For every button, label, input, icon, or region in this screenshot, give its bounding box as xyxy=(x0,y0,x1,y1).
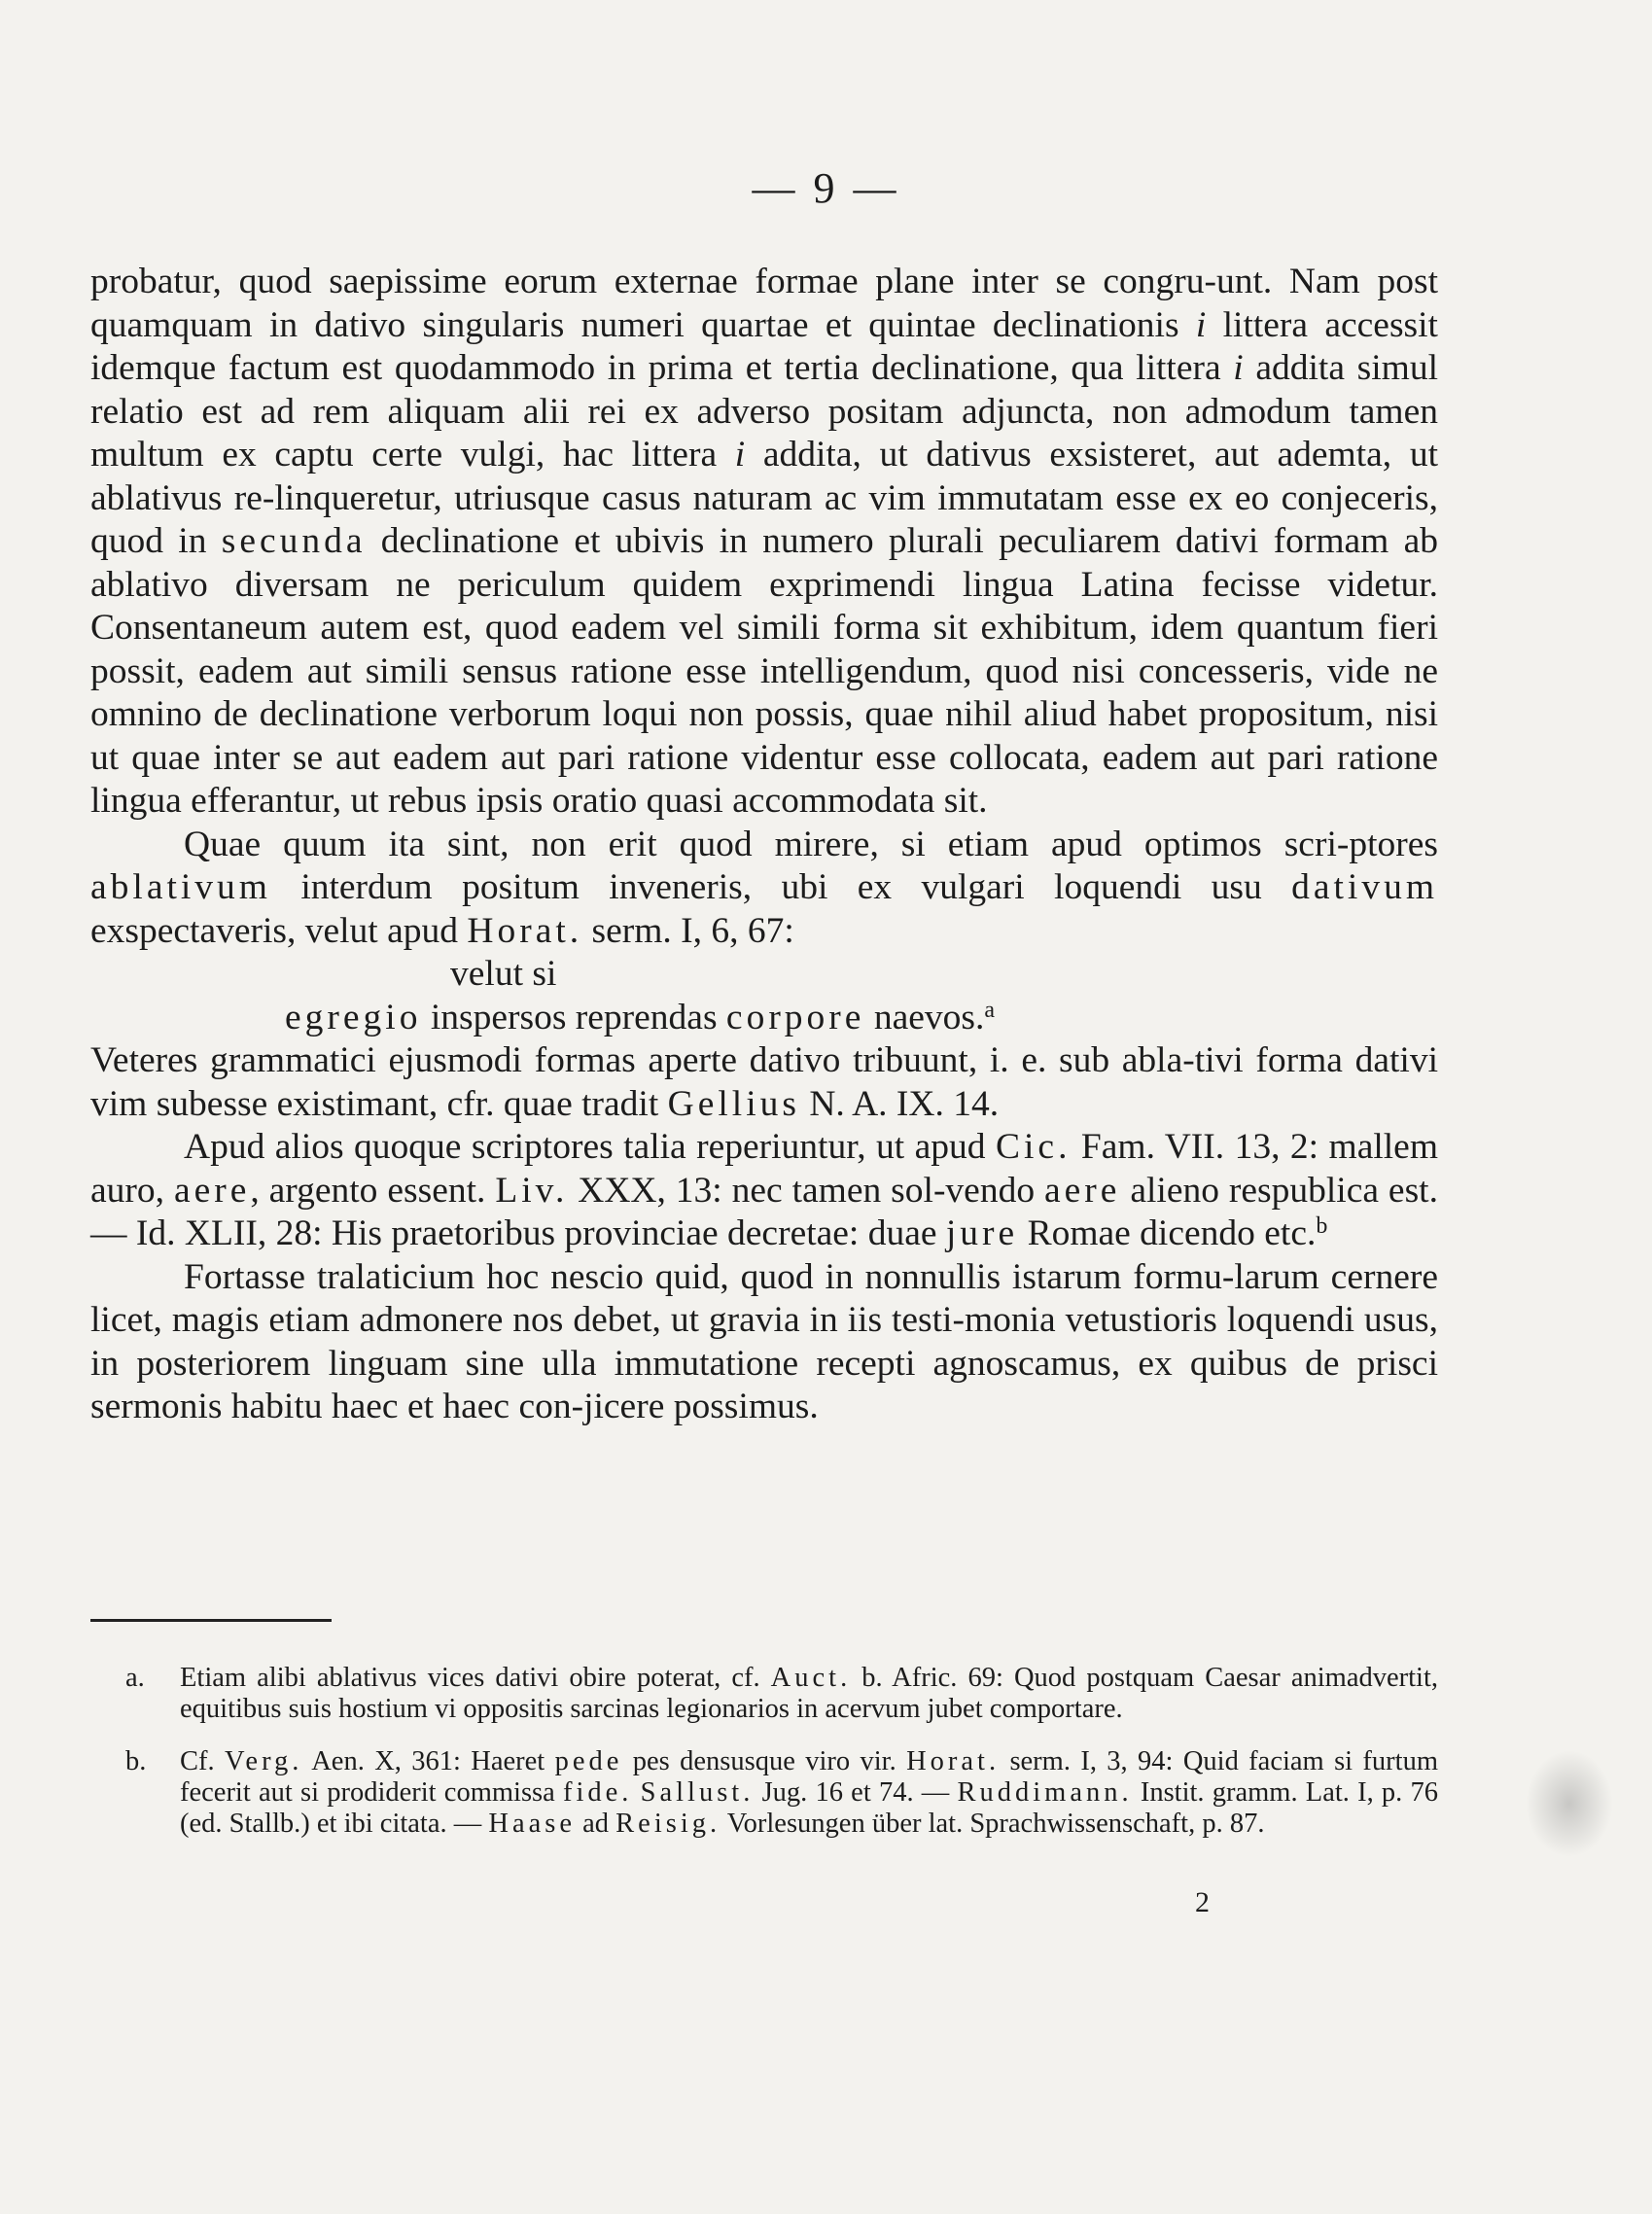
spaced-word: Horat. xyxy=(467,910,583,951)
footnote-b xyxy=(90,1746,1438,1840)
text-run: Veteres grammatici ejusmodi formas aperte dativo tribuunt, i. e. sub abla-tivi forma dativi vim subesse existimant, cfr. quae tradit xyxy=(90,1040,1438,1124)
text-run: Instit. gramm. Lat. I, p. 76 (ed. Stallb.) et ibi citata. — xyxy=(180,1777,1438,1839)
text-run: XXX, 13: nec tamen sol-vendo xyxy=(568,1170,1044,1211)
ink-smudge xyxy=(1526,1750,1613,1857)
footnote-divider xyxy=(90,1619,332,1622)
text-run: N. A. IX. 14. xyxy=(799,1083,1000,1124)
text-run: Aen. X, 361: Haeret xyxy=(302,1746,555,1776)
text-run: pes densusque viro vir. xyxy=(622,1746,907,1776)
footnotes xyxy=(90,1663,1438,1861)
spaced-word: aere xyxy=(173,1170,251,1211)
paragraph-5: Fortasse tralaticium hoc nescio quid, quod in nonnullis istarum formu-larum cernere licet, magis etiam admonere nos debet, ut gravia in iis testi-monia vetustioris loquendi usus, in posteriorem linguam sine ulla immutatione recepti agnoscamus, ex quibus de prisci sermonis habitu haec et haec con-jicere possimus. xyxy=(90,1256,1438,1426)
footnote-ref-a[interactable]: a xyxy=(984,997,995,1023)
spaced-word: pede xyxy=(554,1746,623,1776)
text-run: Vorlesungen über lat. Sprachwissenschaft, p. 87. xyxy=(721,1809,1265,1839)
text-run: b. Afric. 69: Quod postquam Caesar animadvertit, equitibus suis hostium vi oppositis sarcinas legionarios in acervum jubet comportare. xyxy=(180,1663,1438,1724)
text-run: serm. I, 6, 67: xyxy=(582,910,794,951)
paragraph-1 xyxy=(90,261,1438,824)
spaced-word: Ruddimann. xyxy=(957,1777,1133,1808)
spaced-word: dativum xyxy=(1291,867,1438,907)
text-run: addita, ut dativus exsisteret, aut ademta, ut ablativus re-linqueretur, utriusque casus naturam ac vim immutatam esse ex eo conjeceris, quod in xyxy=(90,435,1438,561)
text-run: Fam. VII. 13, 2: mallem auro, xyxy=(90,1127,1438,1211)
spaced-word: fide. xyxy=(562,1777,633,1808)
text-run: , argento essent. xyxy=(250,1170,496,1211)
footnote-mark: b. xyxy=(125,1746,147,1776)
spaced-word: Gellius xyxy=(667,1083,800,1124)
spaced-word: Cic. xyxy=(996,1127,1072,1167)
main-text xyxy=(90,261,1438,1429)
spaced-word: Liv. xyxy=(495,1170,569,1211)
spaced-word: secunda xyxy=(221,521,367,561)
text-run: Jug. 16 et 74. — xyxy=(754,1777,958,1808)
text-run: probatur, quod saepissime eorum externae formae plane inter se congru-unt. Nam post quamquam in dativo singularis numeri quartae et quintae declinationis xyxy=(90,262,1438,345)
footnote-ref-b[interactable]: b xyxy=(1316,1213,1328,1239)
paragraph-3 xyxy=(90,1039,1438,1126)
text-run: inspersos reprendas xyxy=(421,997,726,1037)
footnote-a xyxy=(90,1663,1438,1725)
spaced-word: Horat. xyxy=(906,1746,1001,1776)
spaced-word: Reisig. xyxy=(615,1809,721,1839)
text-run: Romae dicendo etc. xyxy=(1018,1213,1317,1253)
text-run: addita simul relatio est ad rem aliquam alii rei ex adverso positam adjuncta, non admodum tamen multum ex captu certe vulgi, hac littera xyxy=(90,348,1438,474)
footnote-body xyxy=(180,1663,1438,1725)
text-run: interdum positum inveneris, ubi ex vulgari loquendi usu xyxy=(270,867,1292,907)
spaced-word: Sallust. xyxy=(640,1777,755,1808)
text-run: Quae quum ita sint, non erit quod mirere, si etiam apud optimos scri-ptores xyxy=(184,824,1438,864)
spaced-word: corpore xyxy=(725,997,865,1037)
text-run: littera accessit idemque factum est quodammodo in prima et tertia declinatione, qua littera xyxy=(90,304,1438,388)
text-run: ad xyxy=(576,1809,616,1839)
text-run: declinatione et ubivis in numero plurali peculiarem dativi formam ab ablativo diversam ne periculum quidem exprimendi lingua Latina fecisse videtur. Consentaneum autem est, quod eadem vel simili forma sit exhibitum, idem quantum fieri possit, eadem aut simili sensus ratione esse intelligendum, quod nisi concesseris, vide ne omnino de declinatione verborum loqui non possis, quae nihil aliud habet propositum, nisi ut quae inter se aut eadem aut pari ratione videntur esse collocata, eadem aut pari ratione lingua efferantur, ut rebus ipsis oratio quasi accommodata sit. xyxy=(90,521,1438,821)
footnote-body xyxy=(180,1746,1438,1840)
footnote-mark: a. xyxy=(125,1663,145,1693)
text-run: Cf. xyxy=(180,1746,225,1776)
quote-line-1: velut si xyxy=(450,954,557,994)
italic-letter: i xyxy=(734,435,746,474)
italic-letter: i xyxy=(1233,348,1244,388)
spaced-word: jure xyxy=(945,1213,1019,1253)
text-run: serm. I, 3, 94: Quid faciam si furtum fecerit aut si prodiderit commissa xyxy=(180,1746,1439,1808)
spaced-word: Haase xyxy=(488,1809,576,1839)
spaced-word: Auct. xyxy=(770,1663,852,1693)
text-run: exspectaveris, velut apud xyxy=(90,910,468,951)
text-run: naevos. xyxy=(864,997,985,1037)
spaced-word: aere xyxy=(1044,1170,1121,1211)
text-run xyxy=(632,1777,640,1808)
italic-letter: i xyxy=(1195,304,1207,345)
paragraph-2 xyxy=(90,824,1438,954)
spaced-word: ablativum xyxy=(90,867,271,907)
paragraph-4 xyxy=(90,1126,1438,1256)
page-number: — 9 — xyxy=(752,164,900,212)
text-run: alieno respublica est. — Id. XLII, 28: His praetoribus provinciae decretae: duae xyxy=(90,1170,1438,1253)
spaced-word: egregio xyxy=(285,997,422,1037)
text-run: Etiam alibi ablativus vices dativi obire poterat, cf. xyxy=(180,1663,771,1693)
quote-line-2 xyxy=(90,997,1438,1040)
text-run: Apud alios quoque scriptores talia reperiuntur, ut apud xyxy=(184,1127,996,1167)
spaced-word: Verg. xyxy=(225,1746,303,1776)
signature-mark: 2 xyxy=(1195,1886,1210,1918)
